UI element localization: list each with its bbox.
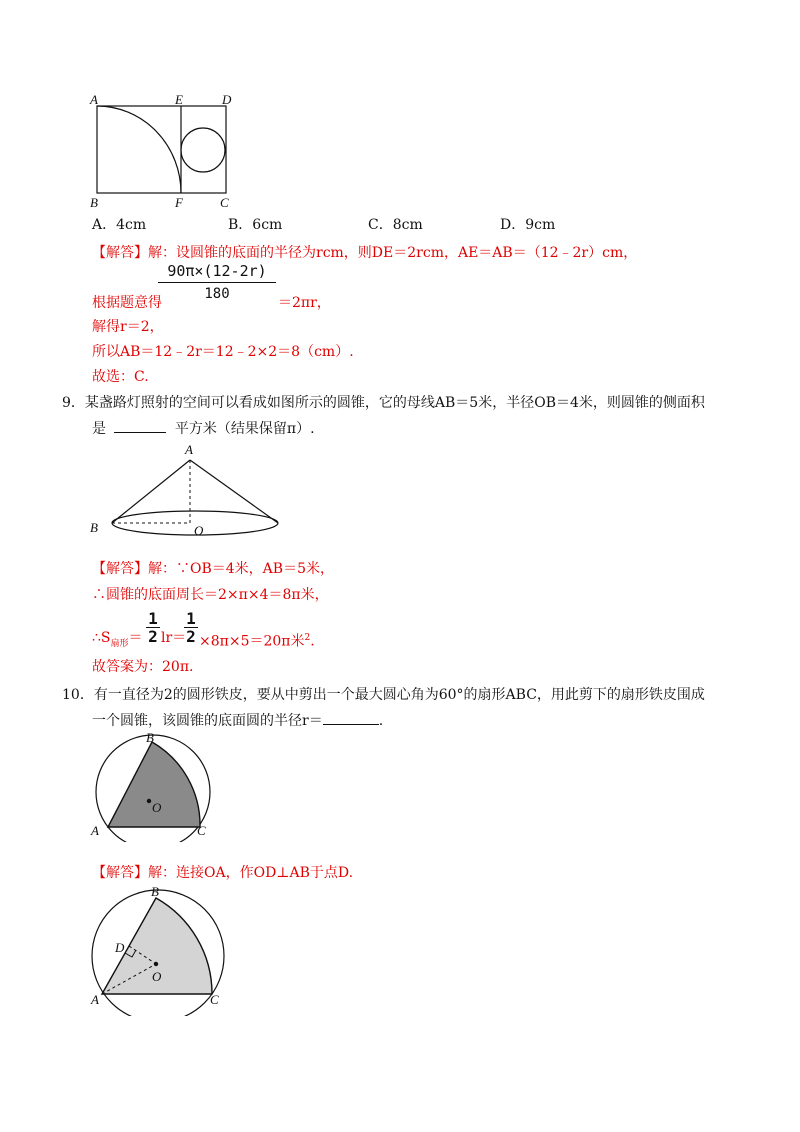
label-a: A <box>91 823 99 838</box>
label-d: D <box>222 92 232 107</box>
q10-text-line1: 10．有一直径为2的圆形铁皮，要从中剪出一个最大圆心角为60°的扇形ABC，用此剪下的扇形铁皮围成 <box>62 687 705 703</box>
label-b: B <box>90 195 98 210</box>
q9-solution-line1: 【解答】解：∵OB＝4米，AB＝5米， <box>92 561 334 577</box>
q8-solution-line2-prefix: 根据题意得 <box>92 295 162 311</box>
s-symbol: ∴S <box>92 630 111 646</box>
rectangle-arc-figure <box>86 92 246 210</box>
fraction-denominator: 2 <box>148 627 158 646</box>
q9-solution-line3-mid: lr＝ <box>161 630 187 646</box>
label-c: C <box>220 195 229 210</box>
q9-text-line2 <box>92 420 315 438</box>
sector-construction-figure <box>86 884 236 1016</box>
area-exponent: 2 <box>304 633 311 643</box>
fraction-numerator: 1 <box>184 610 198 628</box>
label-b: B <box>146 730 154 745</box>
q10-answer-blank <box>323 724 379 725</box>
option-d: D．9cm <box>500 217 556 233</box>
half-fraction-1 <box>146 610 160 645</box>
sector-in-circle-figure <box>86 730 222 842</box>
q9-solution-line4: 故答案为：20π. <box>92 659 194 675</box>
q9-answer-blank <box>114 432 166 433</box>
label-f: F <box>175 195 183 210</box>
q9-text-line2-start: 是 <box>92 421 106 437</box>
label-d: D <box>115 940 125 955</box>
q9-solution-line2: ∴圆锥的底面周长＝2×π×4＝8π米， <box>92 587 329 603</box>
area-value: ×8π×5＝20π米 <box>199 633 305 650</box>
label-a: A <box>90 92 98 107</box>
label-a: A <box>185 442 193 457</box>
s-subscript: 扇形 <box>110 638 129 649</box>
fraction-numerator: 1 <box>146 610 160 628</box>
label-o: O <box>194 523 204 538</box>
cone-figure <box>86 440 286 540</box>
q8-solution-line2-suffix: ＝2πr， <box>278 295 331 311</box>
q10-text-line2-start: 一个圆锥，该圆锥的底面圆的半径r＝ <box>92 713 323 729</box>
q9-text-line1: 9．某盏路灯照射的空间可以看成如图所示的圆锥，它的母线AB＝5米，半径OB＝4米，则圆锥的侧面积 <box>62 395 705 411</box>
label-o: O <box>152 800 162 815</box>
option-c: C．8cm <box>368 217 423 233</box>
label-o: O <box>152 969 162 984</box>
half-fraction-2 <box>184 610 198 645</box>
label-e: E <box>175 92 183 107</box>
label-a: A <box>91 992 99 1007</box>
q9-text-line2-end: 平方米（结果保留π）. <box>174 421 315 437</box>
q10-text-line2-end: . <box>378 713 384 729</box>
q10-solution-line1: 【解答】解：连接OA，作OD⊥AB于点D. <box>92 865 354 881</box>
label-b: B <box>90 520 98 535</box>
q9-solution-line3 <box>92 629 143 653</box>
fraction-denominator: 2 <box>186 627 196 646</box>
q10-text-line2 <box>92 712 383 730</box>
q8-solution-line4: 所以AB＝12﹣2r＝12﹣2×2＝8（cm）. <box>92 344 354 360</box>
label-b: B <box>151 884 159 899</box>
fraction-denominator: 180 <box>204 286 230 302</box>
option-b: B．6cm <box>228 217 283 233</box>
equals-sign: ＝ <box>128 630 143 646</box>
q8-fraction <box>158 262 276 303</box>
option-a: A．4cm <box>92 217 147 233</box>
fraction-numerator: 90π×(12-2r) <box>158 262 276 283</box>
period: . <box>310 633 315 650</box>
q8-solution-line5: 故选：C. <box>92 369 149 385</box>
label-c: C <box>197 823 206 838</box>
q9-solution-line3-end <box>199 629 315 651</box>
q8-solution-line1: 【解答】解：设圆锥的底面的半径为rcm，则DE＝2rcm，AE＝AB＝（12﹣2r）cm， <box>92 245 638 261</box>
label-c: C <box>210 992 219 1007</box>
q8-solution-line3: 解得r＝2， <box>92 319 164 335</box>
